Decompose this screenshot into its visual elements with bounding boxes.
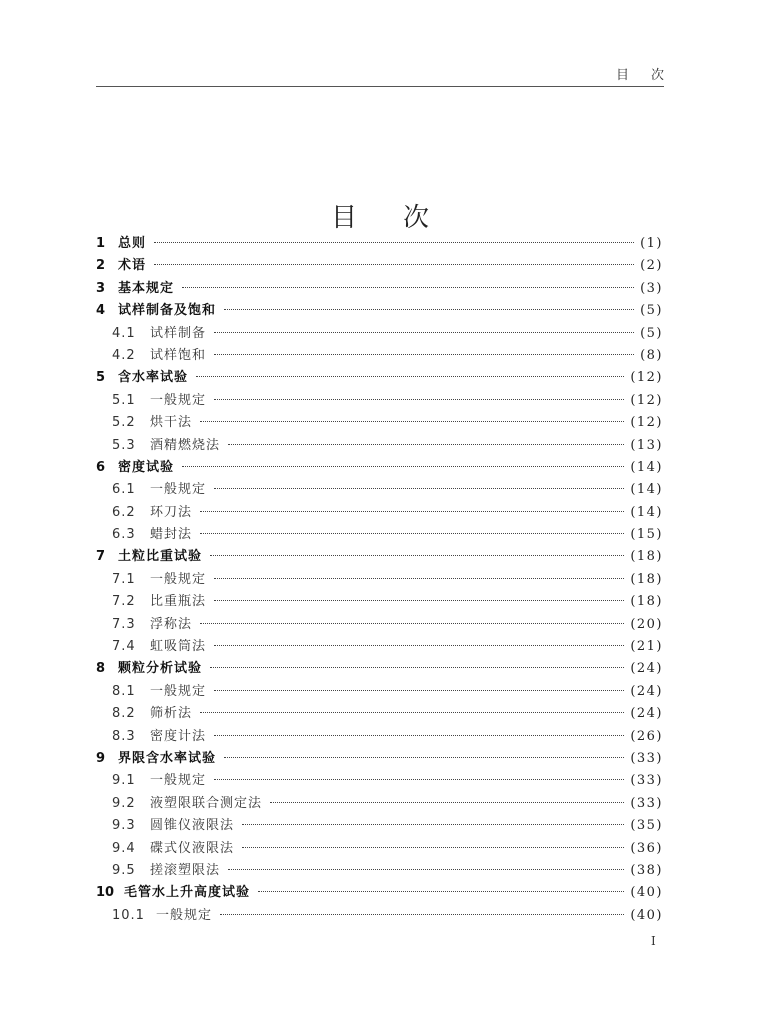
toc-dot-leader xyxy=(242,824,624,825)
toc-entry-page: (20) xyxy=(630,616,663,632)
toc-dot-leader xyxy=(270,802,624,803)
toc-dot-leader xyxy=(214,600,624,601)
toc-dot-leader xyxy=(214,645,624,646)
toc-section-entry[interactable] xyxy=(96,411,663,433)
toc-entry-number: 8.2 xyxy=(112,706,136,722)
toc-entry-page: (18) xyxy=(630,549,663,565)
toc-entry-page: (13) xyxy=(630,437,663,453)
toc-entry-number: 9.3 xyxy=(112,818,136,834)
toc-entry-number: 8.3 xyxy=(112,728,136,744)
toc-entry-number: 1 xyxy=(96,236,106,251)
toc-entry-page: (21) xyxy=(630,639,663,655)
toc-entry-number: 4 xyxy=(96,303,106,319)
toc-entry-page: (26) xyxy=(630,728,663,744)
toc-dot-leader xyxy=(224,757,624,758)
toc-entry-label: 圆锥仪液限法 xyxy=(150,818,235,834)
toc-dot-leader xyxy=(258,891,624,892)
toc-dot-leader xyxy=(214,735,624,736)
toc-entry-number: 10 xyxy=(96,885,115,901)
toc-entry-number: 7.2 xyxy=(112,594,136,610)
toc-entry-number: 6.3 xyxy=(112,527,136,543)
toc-section-entry[interactable] xyxy=(96,523,663,545)
toc-entry-number: 9.2 xyxy=(112,795,136,811)
toc-section-entry[interactable] xyxy=(96,769,663,791)
toc-entry-page: (18) xyxy=(630,594,663,610)
toc-dot-leader xyxy=(154,242,634,243)
running-header xyxy=(96,64,686,87)
toc-dot-leader xyxy=(214,488,624,489)
toc-section-entry[interactable] xyxy=(96,344,663,366)
toc-entry-label: 基本规定 xyxy=(118,280,175,296)
toc-entry-page: (5) xyxy=(640,303,663,319)
toc-section-entry[interactable] xyxy=(96,702,663,724)
toc-dot-leader xyxy=(200,623,624,624)
toc-chapter-entry[interactable] xyxy=(96,456,663,478)
toc-entry-number: 2 xyxy=(96,258,106,274)
toc-entry-page: (12) xyxy=(630,415,663,431)
toc-dot-leader xyxy=(182,466,624,467)
toc-dot-leader xyxy=(214,690,624,691)
toc-entry-label: 环刀法 xyxy=(150,504,193,520)
toc-entry-page: (36) xyxy=(630,840,663,856)
toc-entry-page: (33) xyxy=(630,795,663,811)
toc-chapter-entry[interactable] xyxy=(96,747,663,769)
toc-entry-label: 界限含水率试验 xyxy=(118,750,217,766)
toc-section-entry[interactable] xyxy=(96,322,663,344)
toc-entry-number: 9 xyxy=(96,750,106,766)
toc-entry-page: (18) xyxy=(630,571,663,587)
toc-entry-page: (40) xyxy=(630,907,663,923)
toc-entry-label: 土粒比重试验 xyxy=(118,549,203,565)
toc-dot-leader xyxy=(210,667,624,668)
toc-entry-label: 烘干法 xyxy=(150,415,193,431)
toc-entry-label: 一般规定 xyxy=(150,683,207,699)
toc-entry-page: (14) xyxy=(630,504,663,520)
toc-entry-page: (40) xyxy=(630,885,663,901)
toc-entry-page: (5) xyxy=(640,325,663,341)
toc-entry-page: (24) xyxy=(630,683,663,699)
toc-entry-number: 7 xyxy=(96,549,106,565)
toc-entry-number: 4.1 xyxy=(112,325,136,341)
toc-entry-number: 6 xyxy=(96,459,106,475)
toc-chapter-entry[interactable] xyxy=(96,232,663,254)
toc-entry-label: 密度计法 xyxy=(150,728,207,744)
toc-chapter-entry[interactable] xyxy=(96,254,663,276)
toc-entry-label: 颗粒分析试验 xyxy=(118,661,203,677)
toc-entry-page: (33) xyxy=(630,750,663,766)
page-number: I xyxy=(651,934,656,948)
toc-entry-number: 10.1 xyxy=(112,907,145,923)
toc-chapter-entry[interactable] xyxy=(96,881,663,903)
toc-dot-leader xyxy=(214,332,634,333)
toc-entry-number: 5.2 xyxy=(112,415,136,431)
toc-entry-number: 5.3 xyxy=(112,437,136,453)
toc-section-entry[interactable] xyxy=(96,814,663,836)
toc-dot-leader xyxy=(214,399,624,400)
toc-chapter-entry[interactable] xyxy=(96,277,663,299)
toc-section-entry[interactable] xyxy=(96,590,663,612)
toc-section-entry[interactable] xyxy=(96,389,663,411)
page-title: 目次 xyxy=(330,203,475,234)
toc-entry-label: 蜡封法 xyxy=(150,527,193,543)
toc-entry-page: (14) xyxy=(630,459,663,475)
toc-section-entry[interactable] xyxy=(96,434,663,456)
toc-entry-number: 6.1 xyxy=(112,482,136,498)
toc-entry-label: 碟式仪液限法 xyxy=(150,840,235,856)
toc-entry-label: 搓滚塑限法 xyxy=(150,862,221,878)
toc-dot-leader xyxy=(196,376,624,377)
toc-entry-label: 一般规定 xyxy=(150,773,207,789)
toc-entry-label: 浮称法 xyxy=(150,616,193,632)
toc-entry-label: 一般规定 xyxy=(150,392,207,408)
toc-entry-number: 5.1 xyxy=(112,392,136,408)
toc-entry-label: 酒精燃烧法 xyxy=(150,437,221,453)
toc-dot-leader xyxy=(228,444,624,445)
toc-entry-number: 4.2 xyxy=(112,347,136,363)
toc-entry-number: 9.5 xyxy=(112,862,136,878)
toc-dot-leader xyxy=(214,354,634,355)
toc-entry-number: 3 xyxy=(96,280,106,296)
toc-entry-number: 6.2 xyxy=(112,504,136,520)
toc-dot-leader xyxy=(214,578,624,579)
toc-section-entry[interactable] xyxy=(96,837,663,859)
running-header-title: 目次 xyxy=(615,68,686,83)
toc-section-entry[interactable] xyxy=(96,613,663,635)
toc-chapter-entry[interactable] xyxy=(96,366,663,388)
toc-section-entry[interactable] xyxy=(96,568,663,590)
toc-entry-label: 一般规定 xyxy=(150,482,207,498)
toc-dot-leader xyxy=(210,555,624,556)
toc-entry-label: 比重瓶法 xyxy=(150,594,207,610)
toc-entry-page: (33) xyxy=(630,773,663,789)
toc-entry-label: 试样制备 xyxy=(150,325,207,341)
toc-entry-label: 一般规定 xyxy=(150,571,207,587)
toc-dot-leader xyxy=(214,779,624,780)
toc-entry-number: 8.1 xyxy=(112,683,136,699)
toc-entry-label: 一般规定 xyxy=(156,907,213,923)
toc-entry-page: (12) xyxy=(630,370,663,386)
toc-section-entry[interactable] xyxy=(96,904,663,926)
toc-entry-label: 含水率试验 xyxy=(118,370,189,386)
toc-section-entry[interactable] xyxy=(96,725,663,747)
toc-entry-page: (2) xyxy=(640,258,663,274)
toc-entry-number: 9.4 xyxy=(112,840,136,856)
toc-entry-page: (8) xyxy=(640,347,663,363)
toc-entry-page: (38) xyxy=(630,862,663,878)
toc-dot-leader xyxy=(224,309,634,310)
toc-dot-leader xyxy=(228,869,624,870)
toc-entry-page: (24) xyxy=(630,661,663,677)
toc-dot-leader xyxy=(200,712,624,713)
toc-entry-page: (15) xyxy=(630,527,663,543)
toc-entry-label: 虹吸筒法 xyxy=(150,639,207,655)
toc-dot-leader xyxy=(200,511,624,512)
toc-section-entry[interactable] xyxy=(96,859,663,881)
toc-chapter-entry[interactable] xyxy=(96,657,663,679)
toc-entry-label: 液塑限联合测定法 xyxy=(150,795,263,811)
toc-entry-number: 9.1 xyxy=(112,773,136,789)
toc-dot-leader xyxy=(154,264,634,265)
toc-section-entry[interactable] xyxy=(96,501,663,523)
toc-entry-label: 总则 xyxy=(118,236,147,251)
toc-entry-page: (35) xyxy=(630,818,663,834)
toc-entry-page: (1) xyxy=(640,236,663,251)
toc-entry-number: 8 xyxy=(96,661,106,677)
toc-section-entry[interactable] xyxy=(96,792,663,814)
toc-entry-label: 密度试验 xyxy=(118,459,175,475)
toc-dot-leader xyxy=(200,533,624,534)
toc-entry-page: (14) xyxy=(630,482,663,498)
table-of-contents xyxy=(96,232,663,926)
toc-entry-label: 试样饱和 xyxy=(150,347,207,363)
toc-entry-number: 7.3 xyxy=(112,616,136,632)
toc-dot-leader xyxy=(182,287,634,288)
toc-entry-label: 毛管水上升高度试验 xyxy=(124,885,251,901)
toc-dot-leader xyxy=(200,421,624,422)
toc-entry-number: 7.1 xyxy=(112,571,136,587)
toc-chapter-entry[interactable] xyxy=(96,299,663,321)
toc-entry-label: 试样制备及饱和 xyxy=(118,303,217,319)
toc-entry-label: 筛析法 xyxy=(150,706,193,722)
toc-entry-number: 5 xyxy=(96,370,106,386)
toc-entry-page: (24) xyxy=(630,706,663,722)
toc-dot-leader xyxy=(242,847,624,848)
toc-section-entry[interactable] xyxy=(96,478,663,500)
toc-entry-label: 术语 xyxy=(118,258,147,274)
toc-section-entry[interactable] xyxy=(96,680,663,702)
toc-chapter-entry[interactable] xyxy=(96,545,663,567)
toc-section-entry[interactable] xyxy=(96,635,663,657)
toc-entry-page: (12) xyxy=(630,392,663,408)
toc-dot-leader xyxy=(220,914,624,915)
toc-entry-page: (3) xyxy=(640,280,663,296)
toc-entry-number: 7.4 xyxy=(112,639,136,655)
